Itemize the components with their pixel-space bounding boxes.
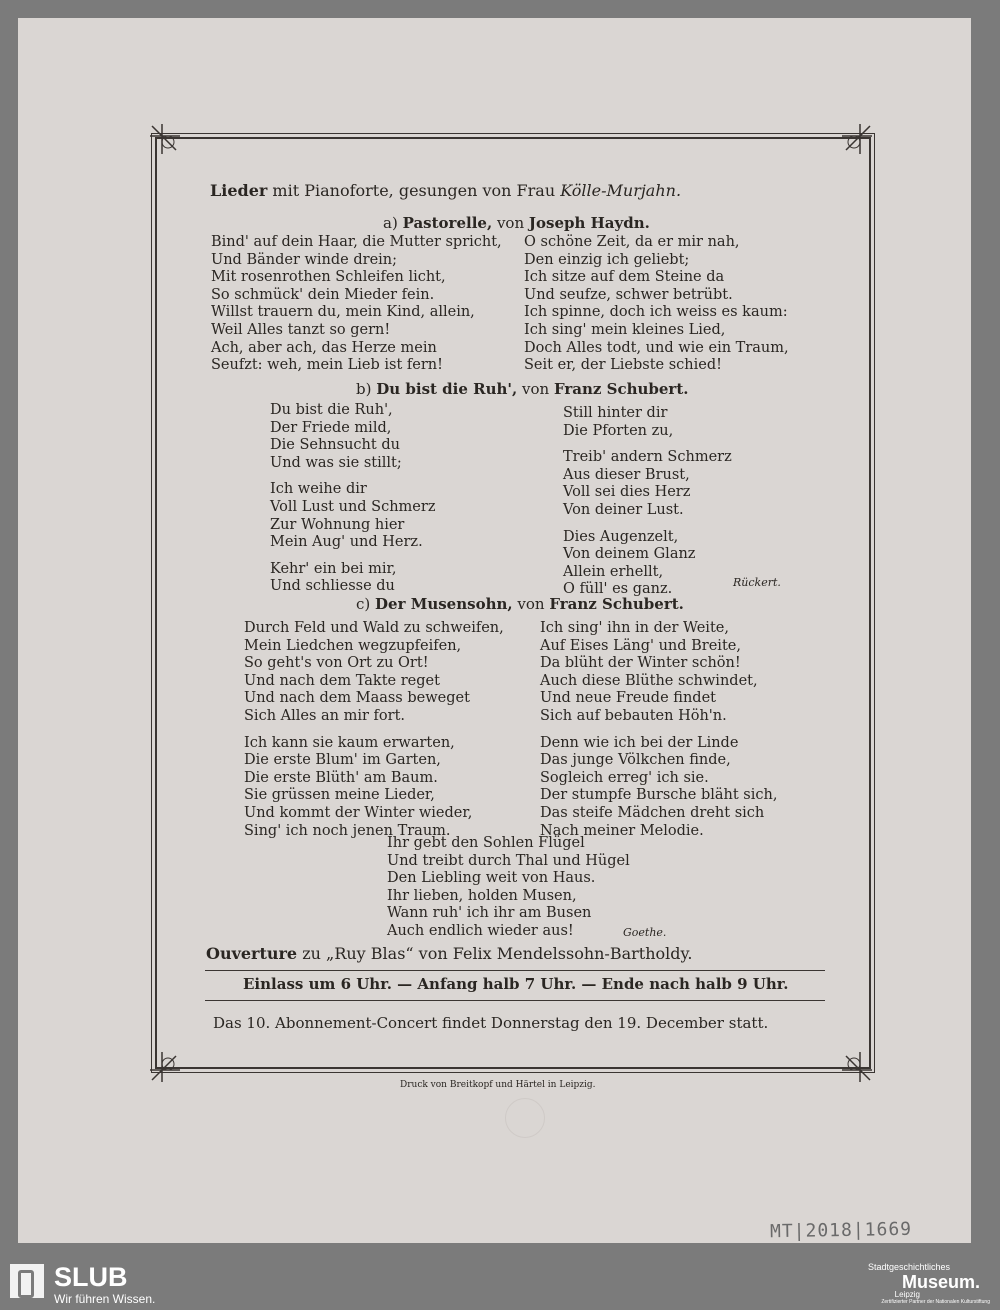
museum-note: Zertifizierter Partner der Nationalen Kulturstiftung [881,1299,990,1305]
verse-line: Doch Alles todt, und wie ein Traum, [524,339,789,356]
verse-line: O füll' es ganz. [563,581,673,598]
verse-line: Du bist die Ruh', [270,402,393,418]
verse-line: Weil Alles tanzt so gern! [211,322,391,338]
verse-line: Das junge Völkchen finde, [540,752,731,769]
divider [205,970,825,971]
verse-line: So schmück' dein Mieder fein. [211,286,435,303]
verse-line: Und neue Freude findet [540,690,716,707]
verse-line: Kehr' ein bei mir, [270,560,397,577]
verse-line: Den einzig ich geliebt; [524,251,690,268]
program-heading: Lieder mit Pianoforte, gesungen von Frau Kölle-Murjahn. [210,181,682,200]
song-b-author: Rückert. [733,576,781,589]
museum-city: Leipzig [894,1290,920,1299]
verse-line: Das steife Mädchen dreht sich [540,805,765,821]
verse-line: Mein Liedchen wegzupfeifen, [244,637,462,654]
printer-imprint: Druck von Breitkopf und Härtel in Leipzig. [400,1080,596,1090]
verse-line: Auf Eises Läng' und Breite, [540,637,741,654]
slub-slogan: Wir führen Wissen. [54,1292,156,1306]
verse-line: Auch diese Blüthe schwindet, [540,672,758,689]
song-a-title: a) Pastorelle, von Joseph Haydn. [383,214,650,232]
verse-line: Die erste Blüth' am Baum. [244,769,438,786]
verse-line: Sie grüssen meine Lieder, [244,787,435,804]
verse-line: Willst trauern du, mein Kind, allein, [211,304,475,321]
embossed-stamp [505,1098,545,1138]
verse-line: Auch endlich wieder aus! [387,923,574,939]
verse-line: Ich sing' ihn in der Weite, [540,620,729,636]
verse-line: Die Pforten zu, [563,422,674,439]
verse-line: Und seufze, schwer betrübt. [524,286,733,303]
verse-line: Voll sei dies Herz [563,484,691,501]
verse-line: Dies Augenzelt, [563,528,679,545]
verse-line: Still hinter dir [563,405,668,421]
verse-line: Denn wie ich bei der Linde [540,734,739,751]
verse-line: Von deiner Lust. [563,502,684,518]
verse-line: Ich spinne, doch ich weiss es kaum: [524,304,788,321]
verse-line: Durch Feld und Wald zu schweifen, [244,620,504,636]
verse-line: Sing' ich noch jenen Traum. [244,822,451,839]
corner-ornament-icon [148,1050,182,1084]
slub-name[interactable]: SLUB [54,1262,128,1292]
divider [205,1000,825,1001]
song-b-title: b) Du bist die Ruh', von Franz Schubert. [356,380,689,398]
verse-line: Sogleich erreg' ich sie. [540,769,709,786]
verse-line: Und schliesse du [270,578,395,595]
verse-line: Und was sie stillt; [270,454,402,471]
verse-line: Ich kann sie kaum erwarten, [244,734,455,751]
verse-line: Ich sing' mein kleines Lied, [524,322,726,338]
verse-line: Die erste Blum' im Garten, [244,752,441,769]
next-concert-note: Das 10. Abonnement-Concert findet Donnerstag den 19. December statt. [213,1014,769,1032]
verse-line: Und treibt durch Thal und Hügel [387,852,630,869]
verse-line: Der Friede mild, [270,419,392,436]
verse-line: Nach meiner Melodie. [540,822,704,839]
corner-ornament-icon [840,122,874,156]
museum-top: Stadtgeschichtliches [867,1262,950,1272]
verse-line: Wann ruh' ich ihr am Busen [387,905,592,922]
archive-signature: MT|2018|1669 [769,1218,913,1243]
song-c-title: c) Der Musensohn, von Franz Schubert. [356,595,684,613]
verse-line: Der stumpfe Bursche bläht sich, [540,787,778,804]
verse-line: Allein erhellt, [563,563,664,580]
corner-ornament-icon [148,122,182,156]
verse-line: Bind' auf dein Haar, die Mutter spricht, [211,234,502,250]
museum-name[interactable]: Museum. [901,1272,980,1292]
verse-line: Ihr gebt den Sohlen Flügel [387,835,585,851]
verse-line: Da blüht der Winter schön! [540,655,741,672]
verse-line: Von deinem Glanz [563,546,696,563]
song-c-author: Goethe. [623,926,667,939]
verse-line: Ich weihe dir [270,481,367,498]
verse-line: Und Bänder winde drein; [211,251,398,268]
verse-line: Seufzt: weh, mein Lieb ist fern! [211,357,443,374]
corner-ornament-icon [840,1050,874,1084]
event-times: Einlass um 6 Uhr. — Anfang halb 7 Uhr. — Ende nach halb 9 Uhr. [243,975,789,993]
verse-line: Ich sitze auf dem Steine da [524,269,725,286]
verse-line: Ach, aber ach, das Herze mein [211,339,437,356]
verse-line: O schöne Zeit, da er mir nah, [524,234,740,250]
verse-line: Zur Wohnung hier [270,516,405,533]
verse-line: Und kommt der Winter wieder, [244,805,473,821]
verse-line: Sich auf bebauten Höh'n. [540,708,727,724]
verse-line: Seit er, der Liebste schied! [524,357,722,374]
verse-line: So geht's von Ort zu Ort! [244,655,429,672]
slub-logo-icon[interactable] [10,1264,44,1298]
verse-line: Und nach dem Maass beweget [244,690,470,707]
verse-line: Sich Alles an mir fort. [244,708,406,724]
verse-line: Voll Lust und Schmerz [270,499,436,515]
verse-line: Mit rosenrothen Schleifen licht, [211,269,446,286]
verse-line: Die Sehnsucht du [270,437,400,454]
verse-line: Ihr lieben, holden Musen, [387,887,577,904]
verse-line: Den Liebling weit von Haus. [387,870,596,887]
verse-line: Treib' andern Schmerz [563,449,732,466]
overture-line: Ouverture zu „Ruy Blas“ von Felix Mendelssohn-Bartholdy. [206,944,693,963]
verse-line: Und nach dem Takte reget [244,672,440,689]
verse-line: Aus dieser Brust, [563,466,690,483]
verse-line: Mein Aug' und Herz. [270,534,423,551]
